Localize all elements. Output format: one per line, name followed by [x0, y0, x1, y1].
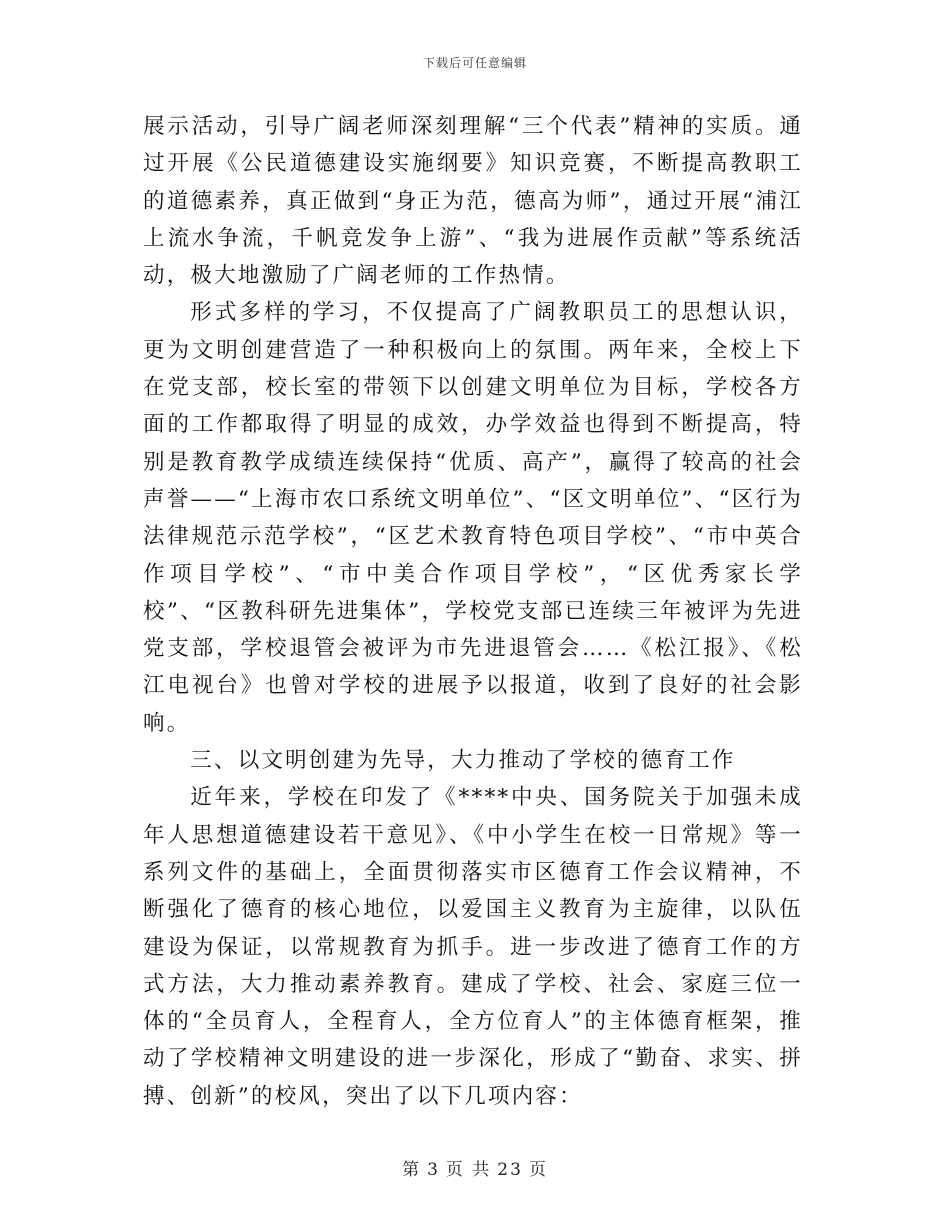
footer-prefix: 第: [402, 1160, 422, 1180]
paragraph-activities: 展示活动，引导广阔老师深刻理解“三个代表”精神的实质。通过开展《公民道德建设实施纲要》知识竞赛，不断提高教职工的道德素养，真正做到“身正为范，德高为师”，通过开展“浦江上流水争流，千帆竞发争上游”、“我为进展作贡献”等系统活动，极大地激励了广阔老师的工作热情。: [143, 114, 803, 289]
footer-middle: 页 共: [445, 1160, 492, 1180]
paragraph-moral-education: 近年来，学校在印发了《****中央、国务院关于加强未成年人思想道德建设若干意见》、《中小学生在校一日常规》等一系列文件的基础上，全面贯彻落实市区德育工作会议精神，不断强化了德育的核心地位，以爱国主义教育为主旋律，以队伍建设为保证，以常规教育为抓手。进一步改进了德育工作的方式方法，大力推动素养教育。建成了学校、社会、家庭三位一体的“全员育人，全程育人，全方位育人”的主体德育框架，推动了学校精神文明建设的进一步深化，形成了“勤奋、求实、拼搏、创新”的校风，突出了以下几项内容：: [143, 785, 803, 1109]
section-heading: 三、以文明创建为先导，大力推动了学校的德育工作: [190, 748, 736, 774]
paragraph-achievements: 形式多样的学习，不仅提高了广阔教职员工的思想认识，更为文明创建营造了一种积极向上的氛围。两年来，全校上下在党支部，校长室的带领下以创建文明单位为目标，学校各方面的工作都取得了明显的成效，办学效益也得到不断提高，特别是教育教学成绩连续保持“优质、高产”，赢得了较高的社会声誉——“上海市农口系统文明单位”、“区文明单位”、“区行为法律规范示范学校”，“区艺术教育特色项目学校”、“市中英合作项目学校”、“市中美合作项目学校”，“区优秀家长学校”、“区教科研先进集体”，学校党支部已连续三年被评为先进党支部，学校退管会被评为市先进退管会……《松江报》、《松江电视台》也曾对学校的进展予以报道，收到了良好的社会影响。: [143, 300, 803, 736]
page-footer: [0, 1155, 950, 1180]
current-page-number: 3: [427, 1160, 440, 1180]
footer-suffix: 页: [528, 1160, 548, 1180]
total-page-count: 23: [497, 1160, 523, 1180]
page-header: 下载后可任意编辑: [422, 56, 527, 70]
document-body: [143, 108, 803, 1115]
